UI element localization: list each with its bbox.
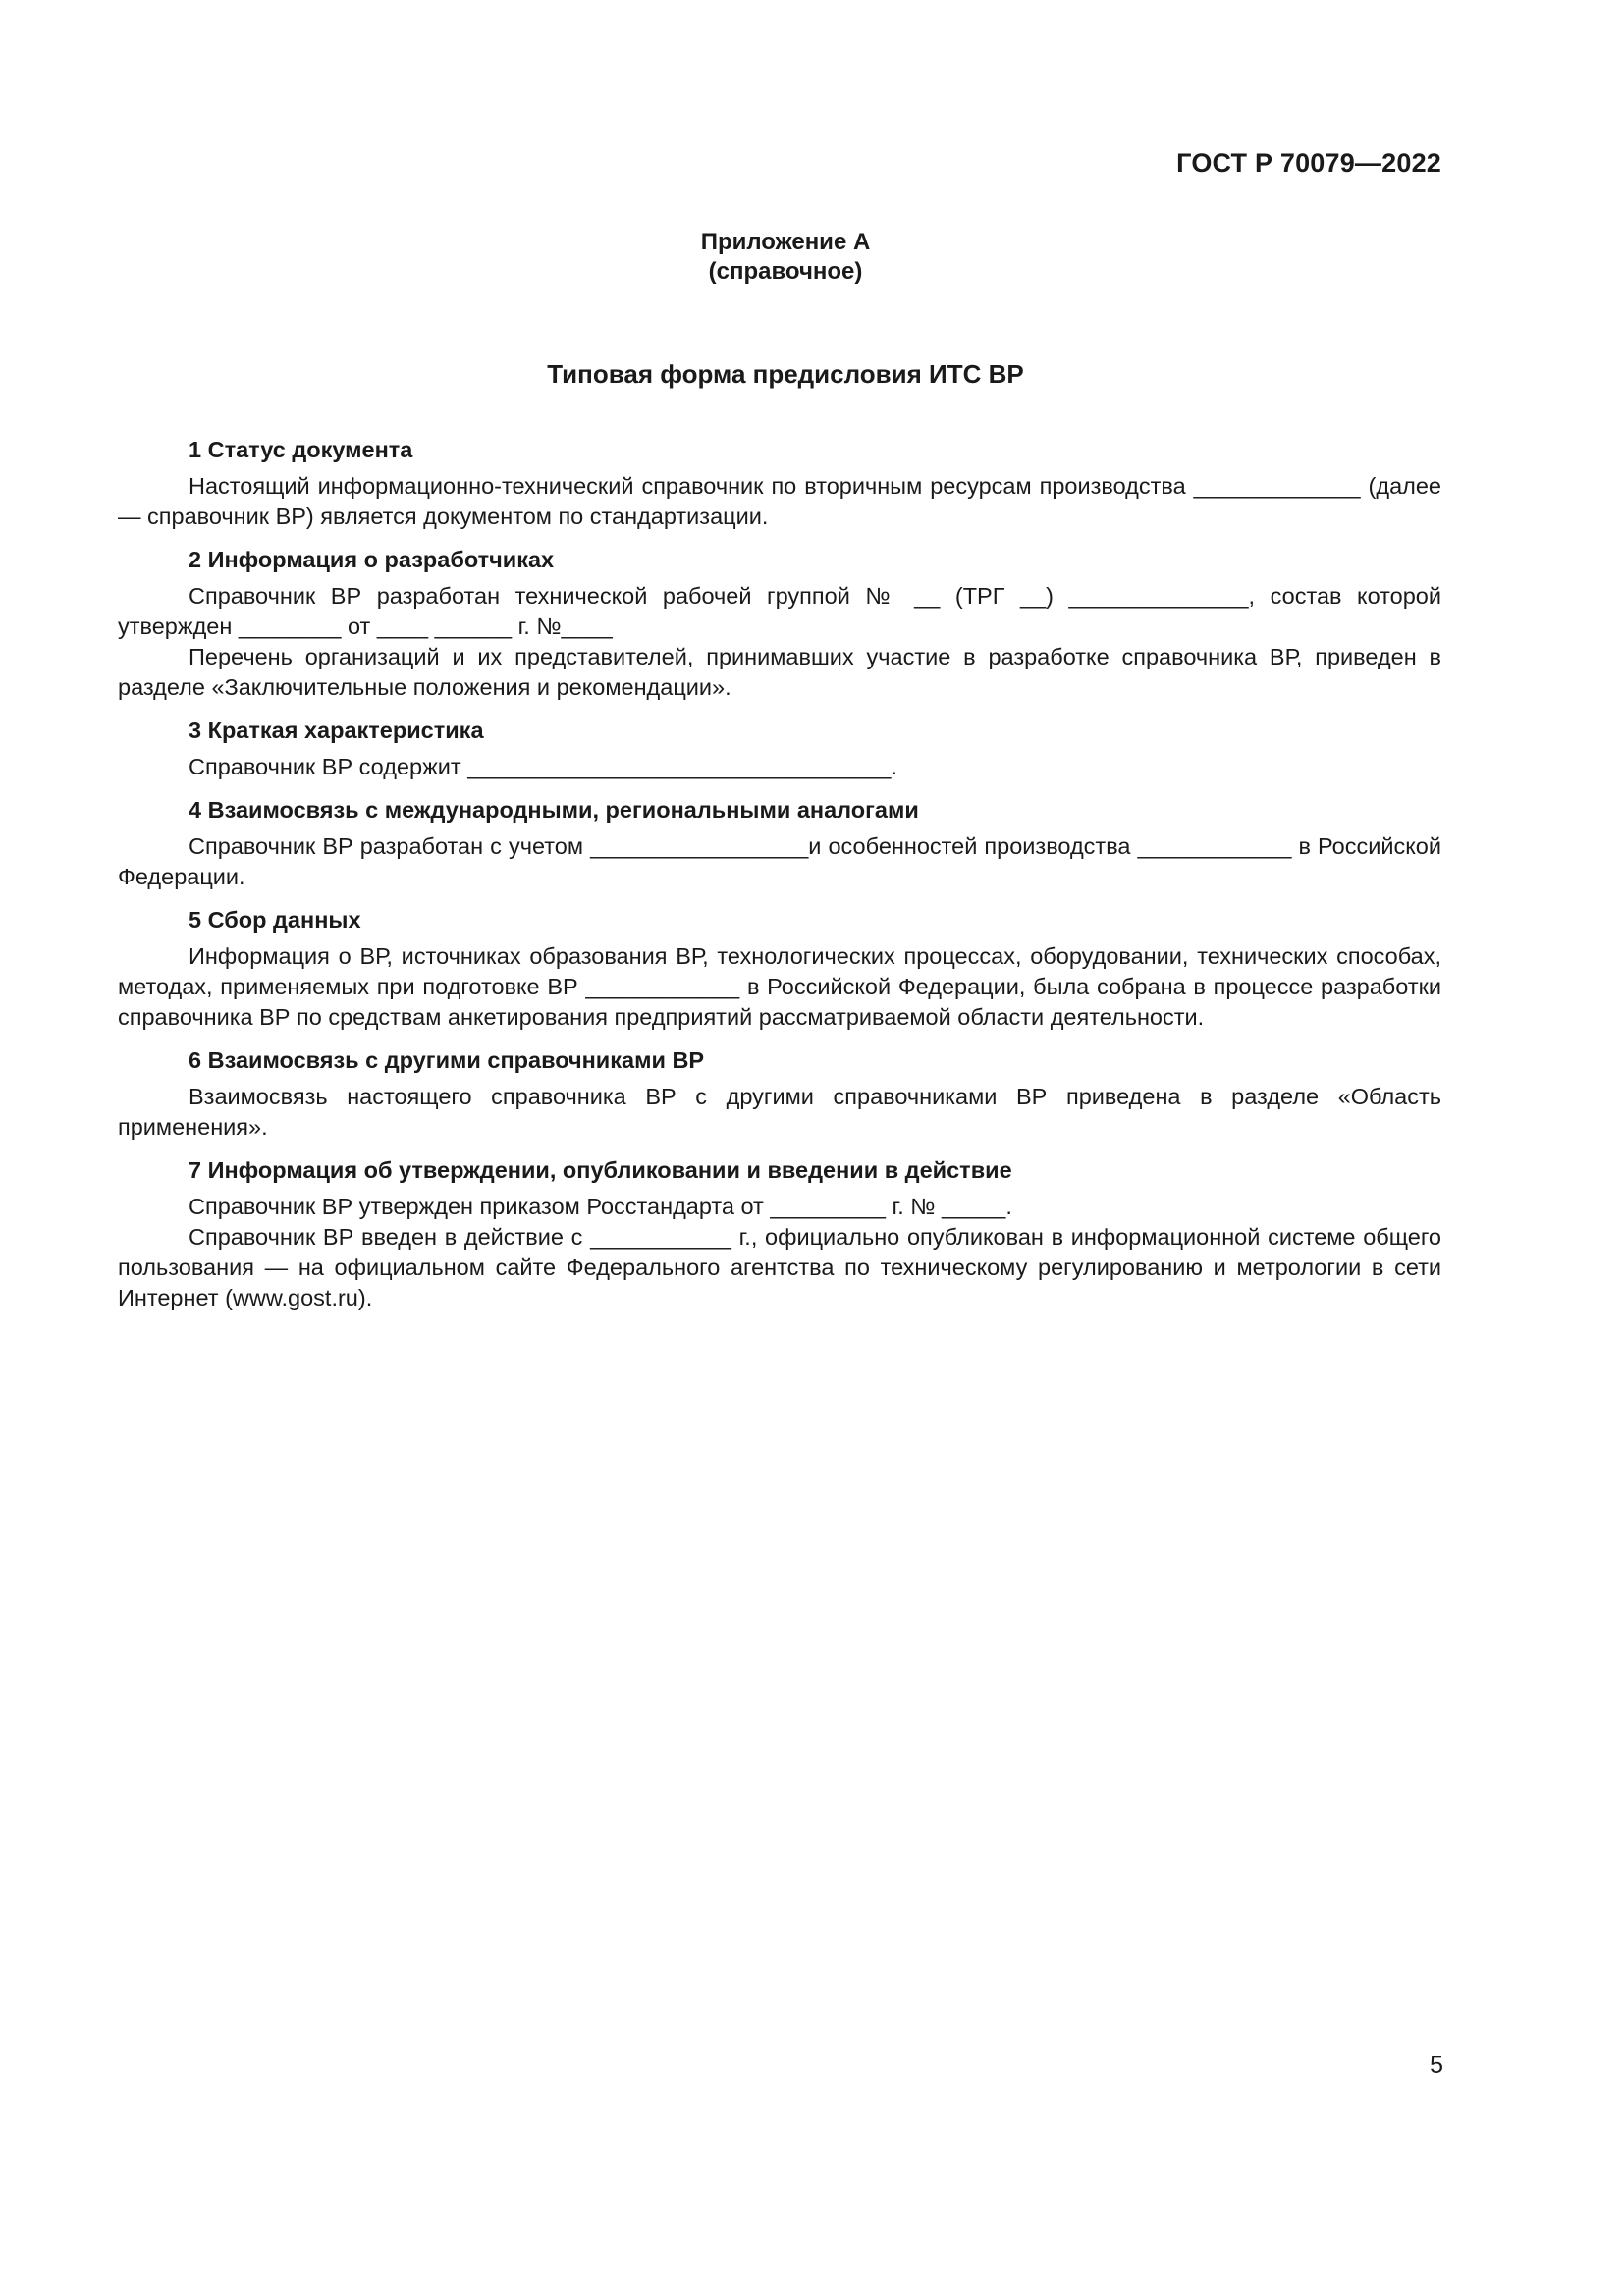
section-heading: 5 Сбор данных <box>189 907 361 933</box>
document-body <box>118 435 1441 1326</box>
paragraph: Справочник ВР содержит _________________________________. <box>189 754 898 779</box>
section-heading: 3 Краткая характеристика <box>189 718 484 743</box>
section-heading: 6 Взаимосвязь с другими справочниками ВР <box>189 1047 705 1073</box>
section-international-analogues <box>118 795 1441 892</box>
paragraph: Перечень организаций и их представителей, принимавших участие в разработке справочника ВР, приведен в разделе «Заключительные положения и рекомендации». <box>118 644 1441 700</box>
paragraph: Информация о ВР, источниках образования ВР, технологических процессах, оборудовании, технических способах, методах, применяемых при подготовке ВР ____________ в Российской Федерации, была собрана в процессе разработки справочника ВР по средствам анкетирования предприятий рассматриваемой области деятельности. <box>118 943 1441 1030</box>
section-heading: 1 Статус документа <box>189 437 413 462</box>
annex-title: Приложение А <box>700 229 871 255</box>
paragraph: Справочник ВР разработан с учетом _________________и особенностей производства ____________ в Российской Федерации. <box>118 833 1441 889</box>
page-number: 5 <box>1430 2052 1443 2079</box>
annex-heading <box>0 228 1571 287</box>
paragraph: Справочник ВР утвержден приказом Росстандарта от _________ г. № _____. <box>189 1194 1012 1219</box>
section-heading: 2 Информация о разработчиках <box>189 547 555 572</box>
section-data-collection <box>118 905 1441 1033</box>
section-related-references <box>118 1045 1441 1143</box>
annex-kind: (справочное) <box>708 258 863 285</box>
paragraph: Справочник ВР введен в действие с ___________ г., официально опубликован в информационной системе общего пользования — на официальном сайте Федерального агентства по техническому регулированию и метрологии в сети Интернет (www.gost.ru). <box>118 1224 1441 1310</box>
section-developers <box>118 545 1441 703</box>
paragraph: Взаимосвязь настоящего справочника ВР с другими справочниками ВР приведена в разделе «Область применения». <box>118 1084 1441 1140</box>
section-heading: 7 Информация об утверждении, опубликовании и введении в действие <box>189 1157 1012 1183</box>
section-status <box>118 435 1441 532</box>
section-heading: 4 Взаимосвязь с международными, региональными аналогами <box>189 797 919 823</box>
section-approval <box>118 1155 1441 1313</box>
paragraph: Настоящий информационно-технический справочник по вторичным ресурсам производства _____________ (далее — справочник ВР) является документом по стандартизации. <box>118 473 1441 529</box>
form-title: Типовая форма предисловия ИТС ВР <box>547 359 1024 389</box>
paragraph: Справочник ВР разработан технической рабочей группой № __ (ТРГ __) ______________, состав которой утвержден ________ от ____ ______ г. №____ <box>118 583 1441 639</box>
document-code: ГОСТ Р 70079—2022 <box>1176 148 1441 178</box>
section-summary <box>118 716 1441 782</box>
